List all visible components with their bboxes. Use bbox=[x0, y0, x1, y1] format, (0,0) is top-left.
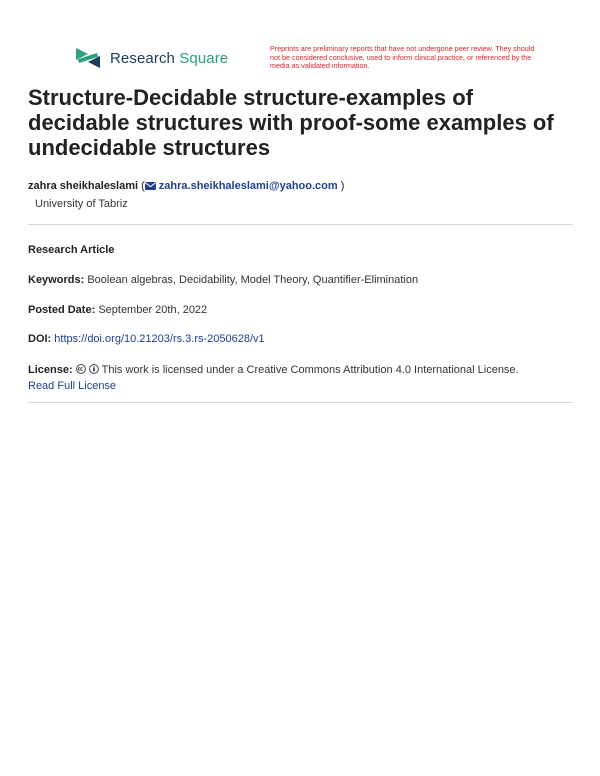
posted-date-row bbox=[28, 304, 207, 316]
author-email-link[interactable] bbox=[145, 180, 338, 192]
divider-top bbox=[28, 224, 573, 225]
license-text: This work is licensed under a Creative Commons Attribution 4.0 International License. bbox=[101, 364, 519, 376]
read-full-license-link[interactable]: Read Full License bbox=[28, 380, 117, 392]
license-label: License: bbox=[28, 364, 73, 376]
divider-bottom bbox=[28, 402, 573, 403]
keywords-value: Boolean algebras, Decidability, Model Theory, Quantifier-Elimination bbox=[87, 274, 419, 286]
author-name: zahra sheikhaleslami bbox=[28, 180, 139, 192]
envelope-icon bbox=[145, 182, 156, 190]
creative-commons-icon bbox=[76, 364, 86, 374]
author-line bbox=[28, 180, 344, 192]
doi-link[interactable]: https://doi.org/10.21203/rs.3.rs-2050628/v1 bbox=[54, 333, 265, 345]
logo-word-research: Research bbox=[110, 49, 175, 67]
open-paren: ( bbox=[141, 180, 145, 192]
keywords-label: Keywords: bbox=[28, 274, 85, 286]
research-square-logo-icon bbox=[74, 46, 102, 70]
preprint-disclaimer: Preprints are preliminary reports that have not undergone peer review. They should not be considered conclusive, used to inform clinical practice, or referenced by the media as validated information. bbox=[270, 44, 535, 71]
posted-date-value: September 20th, 2022 bbox=[98, 304, 208, 316]
close-paren: ) bbox=[340, 180, 345, 192]
logo-text bbox=[110, 50, 228, 67]
research-square-logo[interactable] bbox=[74, 46, 228, 70]
logo-word-square: Square bbox=[179, 49, 229, 67]
doi-row bbox=[28, 333, 265, 345]
keywords-row bbox=[28, 274, 418, 286]
attribution-icon bbox=[89, 364, 99, 374]
license-row bbox=[28, 362, 573, 394]
author-affiliation: University of Tabriz bbox=[35, 198, 128, 210]
article-type: Research Article bbox=[28, 244, 115, 256]
doi-label: DOI: bbox=[28, 333, 52, 345]
author-email: zahra.sheikhaleslami@yahoo.com bbox=[158, 180, 338, 192]
posted-date-label: Posted Date: bbox=[28, 304, 96, 316]
article-title: Structure-Decidable structure-examples of decidable structures with proof-some examples of undecidable structures bbox=[28, 85, 554, 160]
